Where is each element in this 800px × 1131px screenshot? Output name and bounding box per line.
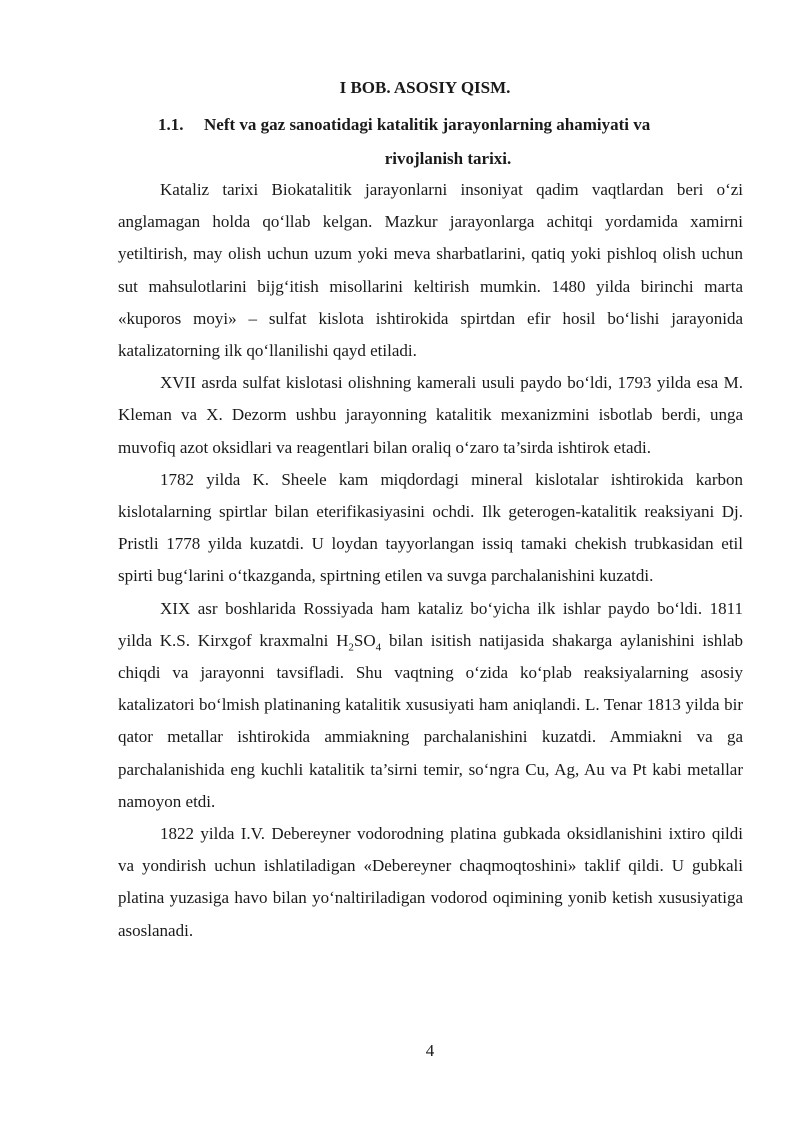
section-heading <box>158 108 758 176</box>
paragraph-4 <box>118 593 743 818</box>
paragraph-3: 1782 yilda K. Sheele kam miqdordagi mineral kislotalar ishtirokida karbon kislotalarning spirtlar bilan eterifikasiyasini ochdi. Ilk geterogen-katalitik reaksiyani Dj. Pristli 1778 yilda kuzatdi. U loydan tayyorlangan issiq tamaki chekish trubkasidan etil spirti bug‘larini o‘tkazganda, spirtning etilen va suvga parchalanishini kuzatdi. <box>118 469 743 586</box>
section-title-line1: Neft va gaz sanoatidagi katalitik jarayonlarning ahamiyati va <box>204 115 651 134</box>
paragraph-1: Kataliz tarixi Biokatalitik jarayonlarni insoniyat qadim vaqtlardan beri o‘zi anglamagan holda qo‘llab kelgan. Mazkur jarayonlarga achitqi yordamida xamirni yetiltirish, may olish uchun uzum yoki meva sharbatlarini, qatiq yoki pishloq olish uchun sut mahsulotlarini bijg‘itish misollarini keltirish mumkin. 1480 yilda birinchi marta «kuporos moyi» – sulfat kislota ishtirokida spirtdan efir hosil bo‘lishi jarayonida katalizatorning ilk qo‘llanilishi qayd etiladi. <box>118 180 743 361</box>
paragraph-5: 1822 yilda I.V. Debereyner vodorodning platina gubkada oksidlanishini ixtiro qildi va yondirish uchun ishlatiladigan «Debereyner chaqmoqtoshini» taklif qildi. U gubkali platina yuzasiga havo bilan yo‘naltiriladigan vodorod oqimining yonib ketish xususiyatiga asoslanadi. <box>118 824 743 940</box>
page-number: 4 <box>425 1041 435 1060</box>
paragraph-4-text-c: bilan isitish natijasida shakarga aylanishini ishlab chiqdi va jarayonni tavsifladi. Shu vaqtning o‘zida ko‘plab reaksiyalarning asosiy katalizatori bo‘lmish platinaning katalitik xususiyati ham aniqlandi. L. Tenar 1813 yilda bir qator metallar ishtirokida ammiakning parchalanishini kuzatdi. Ammiakni va ga parchalanishida eng kuchli katalitik ta’sirni temir, so‘ngra Cu, Ag, Au va Pt kabi metallar namoyon etdi. <box>118 630 743 811</box>
subscript-2: 2 <box>348 641 354 654</box>
paragraph-4-text-a: XIX asr boshlarida Rossiyada ham kataliz bo‘yicha ilk ishlar paydo bo‘ldi. 1811 yilda K.S. Kirxgof kraxmalni H <box>118 598 743 650</box>
paragraph-2: XVII asrda sulfat kislotasi olishning kamerali usuli paydo bo‘ldi, 1793 yilda esa M. Kleman va X. Dezorm ushbu jarayonning katalitik mexanizmini isbotlab berdi, unga muvofiq azot oksidlari va reagentlari bilan oraliq o‘zaro ta’sirda ishtirok etadi. <box>118 373 743 457</box>
subscript-4: 4 <box>375 641 382 654</box>
section-title-line2: rivojlanish tarixi. <box>384 149 512 168</box>
body-text <box>118 174 743 947</box>
paragraph-4-text-b: SO <box>353 630 376 650</box>
section-number: 1.1. <box>158 115 184 134</box>
chapter-title: I BOB. ASOSIY QISM. <box>339 78 511 97</box>
